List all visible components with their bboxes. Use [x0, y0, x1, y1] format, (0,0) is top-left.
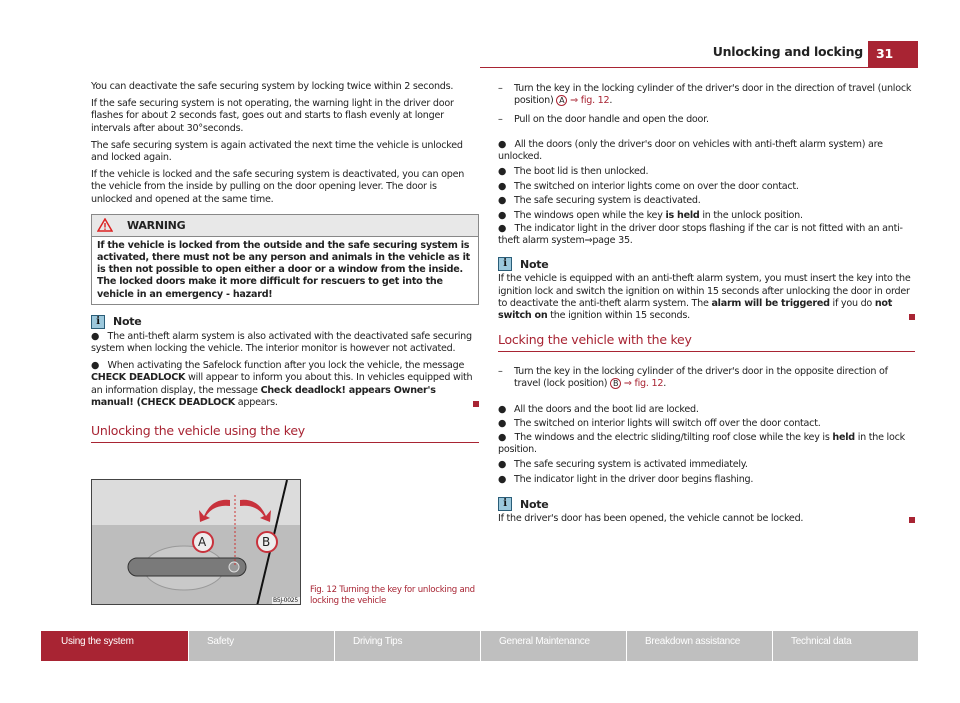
info-icon: i: [498, 497, 512, 511]
warning-title: WARNING: [127, 218, 186, 232]
bullet: ● The indicator light in the driver door stops flashing if the car is not fitted with an anti-theft alarm system⇒page 35.: [498, 223, 903, 247]
footer-tabs: [41, 631, 919, 661]
bullet: ● All the doors and the boot lid are locked.: [498, 403, 915, 418]
end-marker: [473, 401, 479, 407]
figure-link[interactable]: ⇒ fig. 12: [623, 378, 664, 390]
figure-caption: Fig. 12 Turning the key for unlocking and locking the vehicle: [310, 585, 475, 606]
position-marker: A: [556, 95, 567, 106]
bullet-text: The indicator light in the driver door stops flashing if the car is not fitted with an anti-theft alarm system⇒page 35.: [498, 223, 903, 247]
note-text: appears.: [235, 396, 278, 408]
bullet-text: in the lock position.: [498, 431, 905, 455]
note-text: When activating the Safelock function after you lock the vehicle, the message: [107, 360, 465, 372]
note-bold: not switch on: [498, 297, 893, 322]
bullet: ● The indicator light in the driver door begins flashing.: [498, 473, 915, 488]
bullet-text: The boot lid is then unlocked.: [514, 166, 649, 178]
tab-technical-data[interactable]: Technical data: [773, 631, 918, 661]
note-text-part: if you do: [829, 297, 875, 309]
note-bold: CHECK DEADLOCK: [91, 372, 186, 384]
bullet: ● The boot lid is then unlocked.: [498, 165, 915, 180]
bullet: ● The windows and the electric sliding/tilting roof close while the key is held in the lock position.: [498, 431, 905, 455]
figure-12: [91, 479, 301, 605]
bullet: ● The windows open while the key is held in the unlock position.: [498, 209, 803, 221]
end-marker: [909, 517, 915, 523]
note-heading: [498, 497, 915, 511]
bullet-bold: held: [832, 431, 855, 443]
warning-triangle-icon: [97, 218, 113, 232]
bullet: ● The safe securing system is activated immediately.: [498, 458, 915, 473]
bullet-text: The switched on interior lights will switch off over the door contact.: [514, 418, 821, 430]
note-text-part: If the vehicle is equipped with an anti-theft alarm system, you must insert the key into the ignition lock and switch the ignition on within 15 seconds after unlocking the door in order to deactivate the anti-theft alarm system. The: [498, 273, 911, 309]
note-text: The anti-theft alarm system is also activated with the deactivated safe securing system when locking the vehicle. The interior monitor is however not activated.: [91, 330, 472, 355]
bullet-text: The safe securing system is deactivated.: [514, 195, 701, 207]
bullet-text: The switched on interior lights come on over the door contact.: [514, 180, 799, 192]
note-text: will appear to inform you about this. In vehicles equipped with an information display, the message: [91, 372, 473, 396]
right-column: [498, 83, 915, 530]
figure-label-a: A: [198, 535, 206, 549]
tab-general-maintenance[interactable]: General Maintenance: [481, 631, 626, 661]
bullet: ● The switched on interior lights will switch off over the door contact.: [498, 417, 915, 432]
section-title: Locking the vehicle with the key: [498, 332, 915, 352]
step: – Pull on the door handle and open the door.: [498, 114, 709, 126]
bullet-text: in the unlock position.: [699, 209, 803, 221]
step-text: Turn the key in the locking cylinder of the driver's door in the direction of travel (unlock position): [514, 83, 912, 107]
warning-box: [91, 214, 479, 305]
tab-breakdown-assistance[interactable]: Breakdown assistance: [627, 631, 772, 661]
page-number: 31: [868, 41, 918, 68]
note-bullet: ● The anti-theft alarm system is also activated with the deactivated safe securing system when locking the vehicle. The interior monitor is however not activated.: [91, 330, 472, 355]
note-heading: [498, 257, 915, 271]
figure-label-b: B: [262, 535, 270, 549]
note-text: [498, 273, 915, 322]
bullet-text: The windows and the electric sliding/tilting roof close while the key is: [514, 431, 833, 443]
note-title: Note: [113, 315, 142, 329]
paragraph: You can deactivate the safe securing system by locking twice within 2 seconds.: [91, 81, 454, 92]
info-icon: i: [498, 257, 512, 271]
bullet-bold: is held: [665, 209, 700, 221]
note-bold: Check deadlock! appears Owner's manual! (CHECK DEADLOCK: [91, 384, 436, 408]
bullet-text: All the doors and the boot lid are locked.: [514, 403, 699, 415]
bullet-text: The indicator light in the driver door begins flashing.: [514, 473, 754, 485]
paragraph: If the safe securing system is not operating, the warning light in the driver door flashes for about 2 seconds fast, goes out and starts to flash evenly at longer intervals after about 30°seconds.: [91, 98, 454, 134]
end-marker: [909, 314, 915, 320]
tab-using-the-system[interactable]: Using the system: [41, 631, 188, 661]
step: – Turn the key in the locking cylinder of the driver's door in the opposite direction of travel (lock position) B ⇒ fig. 12.: [498, 366, 888, 390]
note-bullet: ● When activating the Safelock function after you lock the vehicle, the message CHECK DEADLOCK will appear to inform you about this. In vehicles equipped with an information display, the message Check deadlock! appears Owner's manual! (CHECK DEADLOCK appears.: [91, 360, 479, 409]
section-title: Unlocking the vehicle using the key: [91, 423, 479, 443]
note-title: Note: [520, 497, 549, 511]
note-bold: alarm will be triggered: [711, 297, 830, 309]
bullet: ● The safe securing system is deactivated.: [498, 194, 915, 209]
note-title: Note: [520, 257, 549, 271]
header-rule: [480, 67, 917, 68]
step-text: .: [609, 95, 613, 107]
paragraph: If the vehicle is locked and the safe securing system is deactivated, you can open the vehicle from the inside by pulling on the door opening lever. The door is unlocked and opened at the same time.: [91, 169, 465, 205]
step: – Turn the key in the locking cylinder of the driver's door in the direction of travel (unlock position) A ⇒ fig. 12.: [498, 83, 912, 107]
bullet-text: All the doors (only the driver's door on vehicles with anti-theft alarm system) are unlocked.: [498, 138, 883, 162]
note-text-part: the ignition within 15 seconds.: [547, 310, 690, 322]
paragraph: The safe securing system is again activated the next time the vehicle is unlocked and locked again.: [91, 139, 463, 164]
warning-body: If the vehicle is locked from the outside and the safe securing system is activated, there must not be any person and animals in the vehicle as it is then not possible to open either a door or a window from the inside. The locked doors make it more difficult for rescuers to get into the vehicle in an emergency - hazard!: [97, 239, 470, 300]
left-column: [91, 81, 479, 457]
note-text: [498, 513, 915, 525]
bullet-text: The windows open while the key: [514, 209, 666, 221]
position-marker: B: [610, 378, 621, 389]
note-text-part: If the driver's door has been opened, the vehicle cannot be locked.: [498, 513, 804, 525]
step-text: Turn the key in the locking cylinder of the driver's door in the opposite direction of travel (lock position): [514, 366, 888, 390]
bullet-text: The safe securing system is activated immediately.: [514, 459, 748, 471]
bullet: ● All the doors (only the driver's door on vehicles with anti-theft alarm system) are unlocked.: [498, 138, 883, 162]
info-icon: i: [91, 315, 105, 329]
bullet: ● The switched on interior lights come on over the door contact.: [498, 180, 915, 195]
header-title: Unlocking and locking: [712, 44, 863, 59]
step-text: Pull on the door handle and open the door.: [514, 114, 709, 126]
figure-code: B5J-0025: [273, 597, 298, 604]
note-heading: [91, 315, 479, 329]
warning-header: [92, 215, 478, 237]
figure-link[interactable]: ⇒ fig. 12: [570, 95, 610, 107]
tab-driving-tips[interactable]: Driving Tips: [335, 631, 480, 661]
tab-safety[interactable]: Safety: [189, 631, 334, 661]
step-text: .: [663, 378, 666, 390]
